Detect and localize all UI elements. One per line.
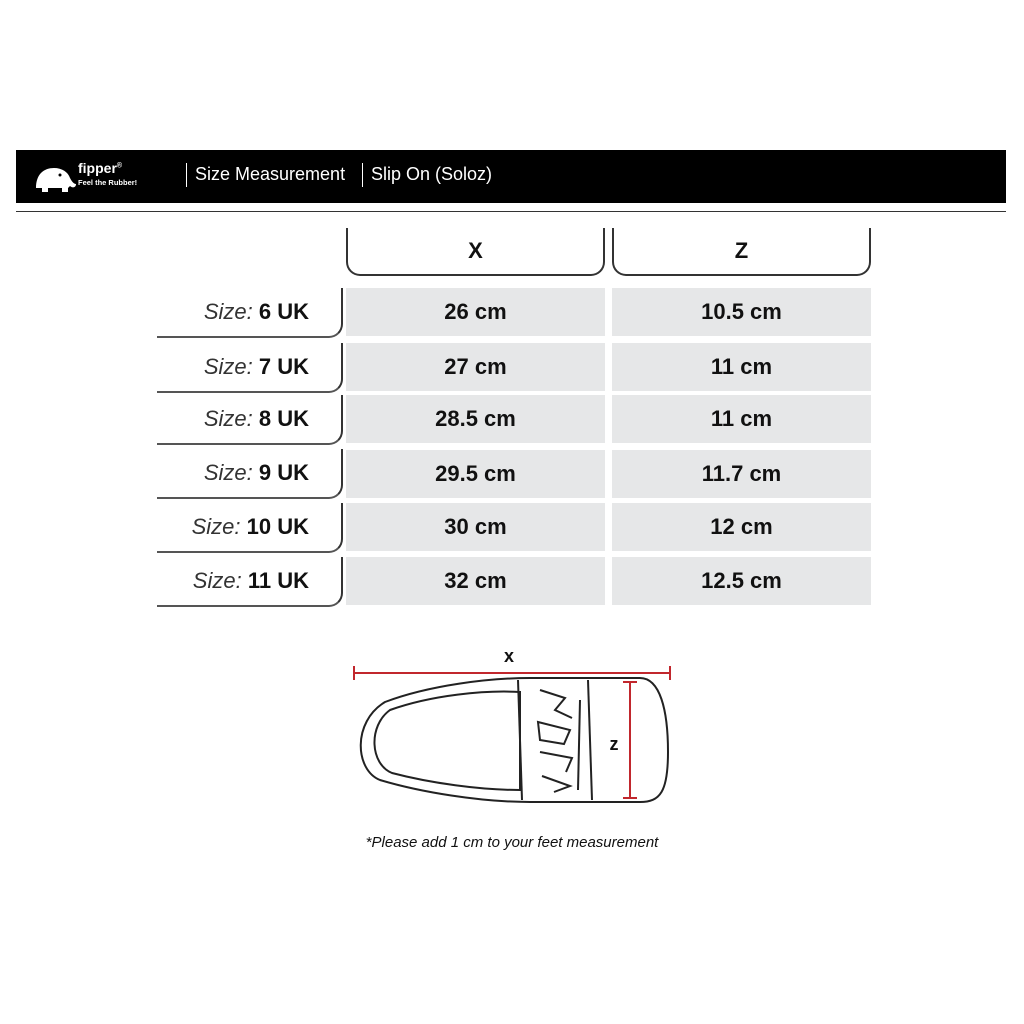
column-header-z: Z bbox=[612, 228, 871, 276]
section-title: Size Measurement bbox=[195, 164, 346, 184]
size-label: Size: 10 UK bbox=[157, 503, 343, 553]
size-label: Size: 6 UK bbox=[157, 288, 343, 338]
z-value: 11.7 cm bbox=[612, 450, 871, 498]
brand-name: fipper® bbox=[78, 160, 123, 176]
size-label: Size: 8 UK bbox=[157, 395, 343, 445]
header-bar bbox=[16, 150, 1006, 203]
x-value: 32 cm bbox=[346, 557, 605, 605]
soloz-strap-logo-icon bbox=[538, 690, 580, 792]
product-title: Slip On (Soloz) bbox=[371, 164, 493, 184]
footnote: *Please add 1 cm to your feet measurement bbox=[365, 834, 659, 851]
header-rule bbox=[16, 211, 1006, 212]
z-value: 11 cm bbox=[612, 395, 871, 443]
slide-measurement-diagram bbox=[340, 640, 685, 815]
x-value: 29.5 cm bbox=[346, 450, 605, 498]
x-value: 27 cm bbox=[346, 343, 605, 391]
x-value: 30 cm bbox=[346, 503, 605, 551]
size-label: Size: 7 UK bbox=[157, 343, 343, 393]
column-header-x: X bbox=[346, 228, 605, 276]
header-separator bbox=[362, 163, 363, 187]
brand-tagline: Feel the Rubber! bbox=[78, 178, 138, 187]
size-label: Size: 9 UK bbox=[157, 449, 343, 499]
z-value: 11 cm bbox=[612, 343, 871, 391]
header-separator bbox=[186, 163, 187, 187]
size-label: Size: 11 UK bbox=[157, 557, 343, 607]
z-value: 12.5 cm bbox=[612, 557, 871, 605]
x-value: 28.5 cm bbox=[346, 395, 605, 443]
x-value: 26 cm bbox=[346, 288, 605, 336]
z-value: 12 cm bbox=[612, 503, 871, 551]
x-dimension-label: x bbox=[503, 646, 515, 666]
z-value: 10.5 cm bbox=[612, 288, 871, 336]
z-measure-line bbox=[623, 682, 637, 798]
z-dimension-label: z bbox=[609, 734, 619, 754]
slide-outline bbox=[361, 678, 668, 802]
